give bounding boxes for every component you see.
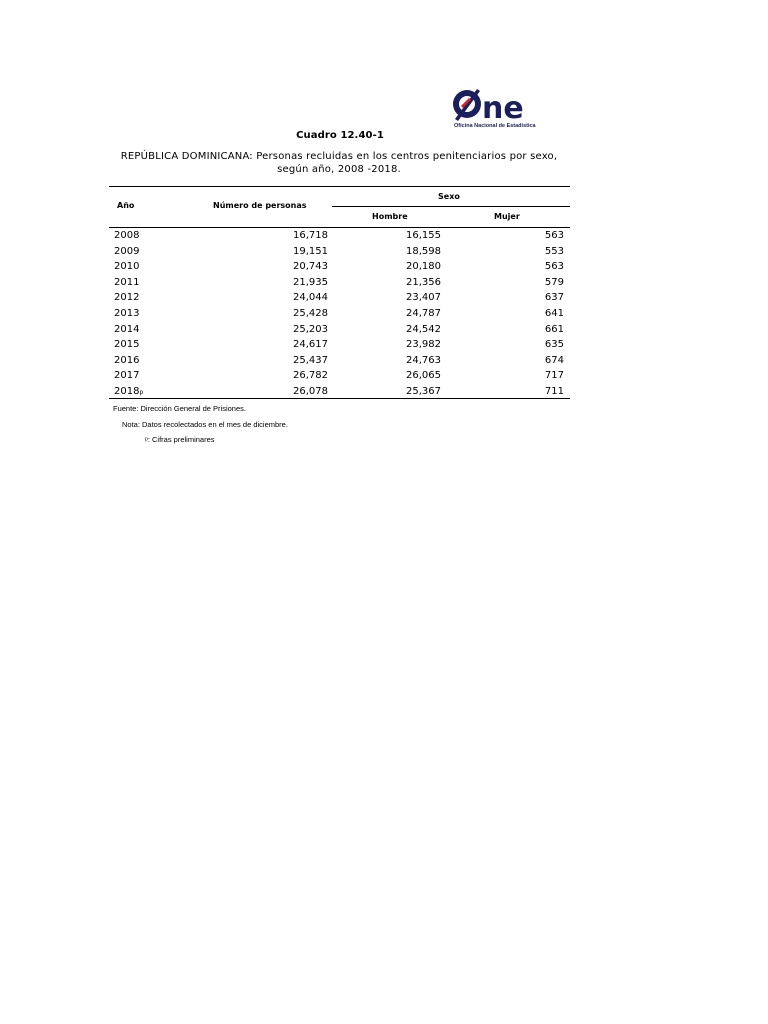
- column-header-mujer: Mujer: [494, 212, 520, 221]
- cell-total: 25,437: [293, 354, 328, 366]
- cell-total: 16,718: [293, 230, 328, 241]
- cell-year: 2016: [114, 354, 140, 366]
- cell-total: 26,782: [293, 370, 328, 382]
- cell-total: 20,743: [293, 261, 328, 273]
- table-row: [109, 307, 570, 323]
- logo-text: ne: [482, 91, 524, 126]
- cell-mujer: 635: [544, 339, 564, 351]
- cell-year: 2010: [114, 261, 140, 273]
- cell-total: 19,151: [293, 245, 328, 257]
- cell-year: 2008: [114, 230, 140, 241]
- header-bottom-rule: [109, 227, 570, 228]
- table-row: [109, 291, 570, 307]
- cell-total: 24,617: [293, 339, 328, 351]
- cell-mujer: 579: [544, 276, 564, 288]
- cell-total: 26,078: [293, 385, 328, 397]
- column-header-hombre: Hombre: [372, 212, 408, 221]
- cell-mujer: 674: [544, 354, 564, 366]
- cell-mujer: 563: [544, 261, 564, 273]
- cell-year: 2017: [114, 370, 140, 382]
- cell-total: 25,203: [293, 323, 328, 335]
- table-row: [109, 229, 570, 245]
- cell-year: 2011: [114, 276, 140, 288]
- cell-year: 2018p: [114, 385, 144, 397]
- sexo-rule: [332, 206, 570, 207]
- table-row: [109, 323, 570, 339]
- table-top-rule: [109, 186, 570, 187]
- table-row: [109, 369, 570, 385]
- cell-year: 2009: [114, 245, 140, 257]
- cell-mujer: 553: [544, 245, 564, 257]
- cell-hombre: 20,180: [406, 261, 441, 273]
- logo-subtitle: Oficina Nacional de Estadística: [454, 123, 536, 129]
- cell-hombre: 16,155: [406, 230, 441, 241]
- table-row: [109, 260, 570, 276]
- cell-total: 25,428: [293, 307, 328, 319]
- cell-mujer: 661: [544, 323, 564, 335]
- cell-mujer: 641: [544, 307, 564, 319]
- cell-hombre: 23,407: [406, 292, 441, 304]
- cell-total: 24,044: [293, 292, 328, 304]
- data-note: Nota: Datos recolectados en el mes de diciembre.: [122, 420, 288, 429]
- table-body: [109, 229, 570, 401]
- cell-hombre: 24,787: [406, 307, 441, 319]
- cell-hombre: 25,367: [406, 385, 441, 397]
- table-row: [109, 276, 570, 292]
- cell-mujer: 711: [544, 385, 564, 397]
- cell-hombre: 21,356: [406, 276, 441, 288]
- cell-hombre: 24,763: [406, 354, 441, 366]
- cell-hombre: 24,542: [406, 323, 441, 335]
- column-header-ano: Año: [117, 201, 135, 210]
- one-logo-mark-icon: [449, 86, 539, 126]
- cell-year: 2012: [114, 292, 140, 304]
- cell-hombre: 23,982: [406, 339, 441, 351]
- preliminary-note: ᵖ: Cifras preliminares: [145, 435, 215, 444]
- column-header-numero: Número de personas: [213, 201, 307, 210]
- cell-mujer: 717: [544, 370, 564, 382]
- cell-year: 2013: [114, 307, 140, 319]
- table-row: [109, 385, 570, 401]
- table-row: [109, 354, 570, 370]
- cell-mujer: 637: [544, 292, 564, 304]
- table-row: [109, 245, 570, 261]
- preliminary-mark: p: [139, 388, 144, 396]
- table-row: [109, 338, 570, 354]
- cell-total: 21,935: [293, 276, 328, 288]
- cell-mujer: 563: [544, 230, 564, 241]
- source-note: Fuente: Dirección General de Prisiones.: [113, 404, 246, 413]
- table-number: Cuadro 12.40-1: [296, 130, 384, 141]
- cell-year: 2015: [114, 339, 140, 351]
- cell-hombre: 26,065: [406, 370, 441, 382]
- column-header-sexo: Sexo: [438, 192, 460, 201]
- cell-hombre: 18,598: [406, 245, 441, 257]
- table-title: REPÚBLICA DOMINICANA: Personas recluidas en los centros penitenciarios por sexo, según año, 2008 -2018.: [120, 151, 558, 175]
- cell-year: 2014: [114, 323, 140, 335]
